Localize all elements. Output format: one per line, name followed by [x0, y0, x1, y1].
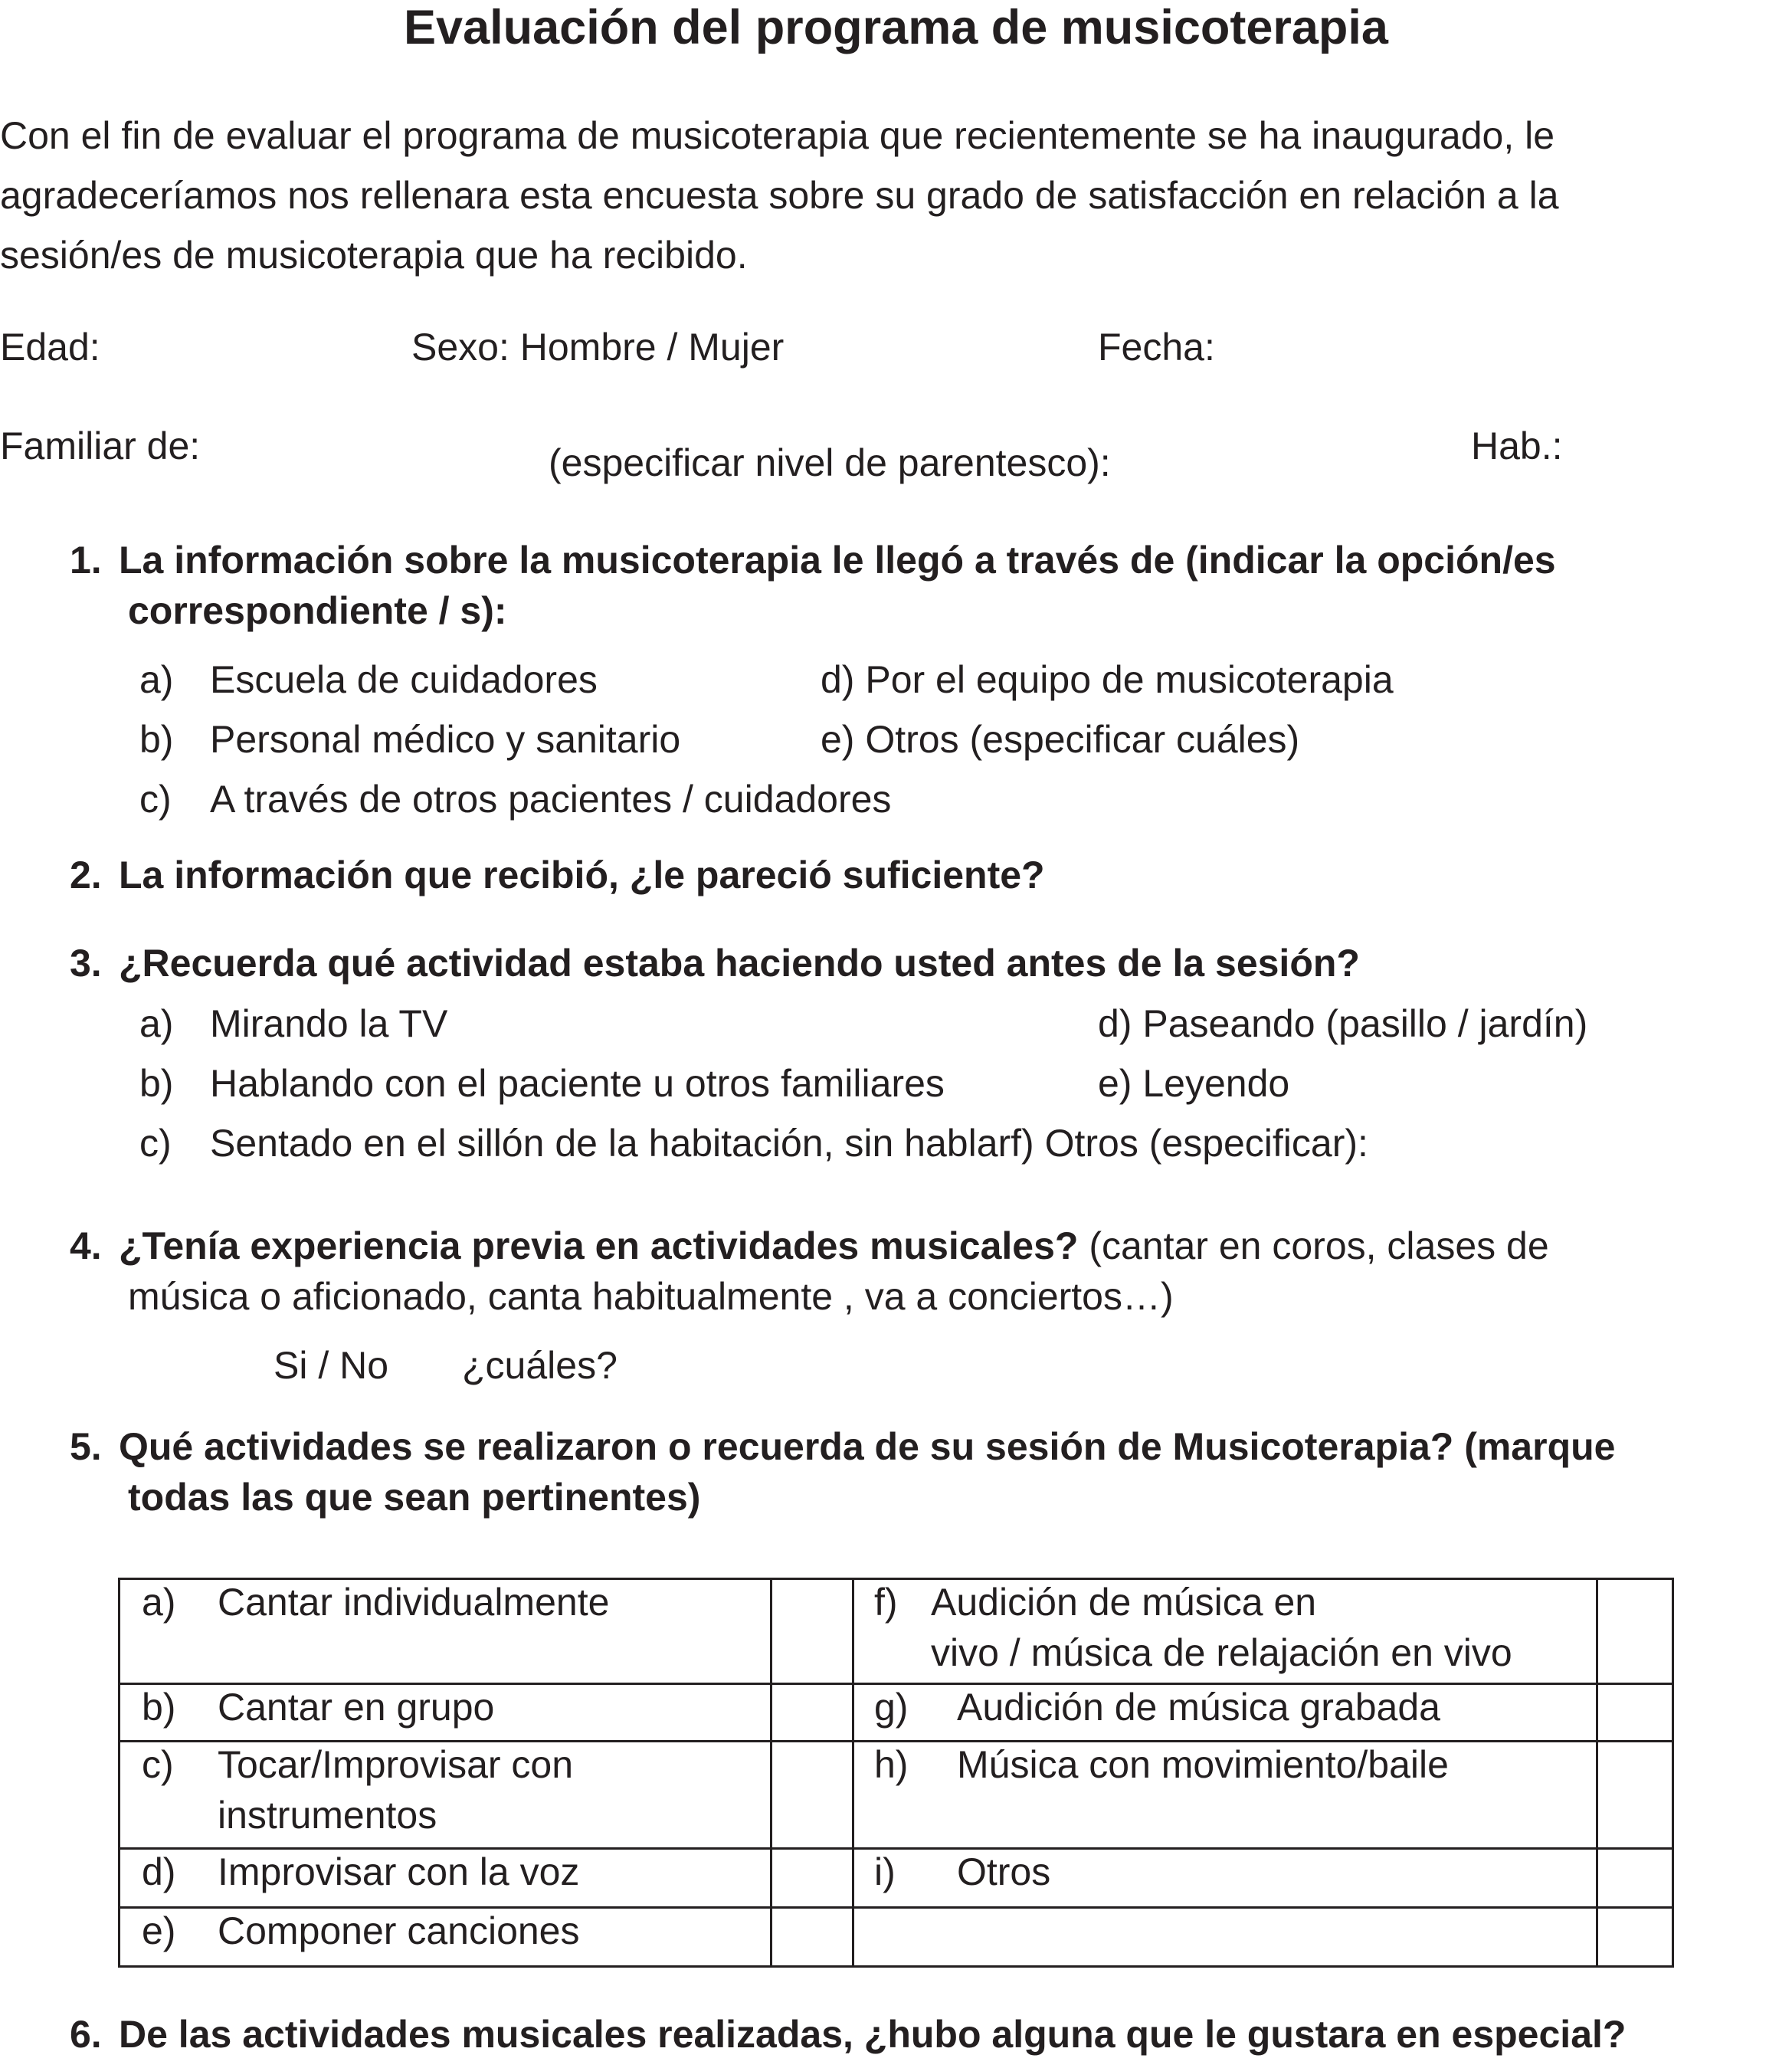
q1-option-b	[139, 717, 681, 762]
option-letter: c)	[139, 778, 172, 821]
activity-text: Otros	[957, 1850, 1051, 1893]
table-row	[120, 1849, 1673, 1908]
checkbox-cell[interactable]	[772, 1849, 853, 1908]
activity-cell	[120, 1908, 772, 1967]
cuales-label: ¿cuáles?	[462, 1344, 618, 1387]
option-text: Personal médico y sanitario	[210, 718, 681, 761]
option-text: Sentado en el sillón de la habitación, sin hablarf) Otros (especificar):	[210, 1122, 1368, 1165]
activity-cell	[120, 1742, 772, 1849]
checkbox-cell[interactable]	[1597, 1849, 1673, 1908]
activity-text: Componer canciones	[218, 1909, 580, 1952]
checkbox-cell[interactable]	[772, 1684, 853, 1742]
question-text: Qué actividades se realizaron o recuerda de su sesión de Musicoterapia? (marque	[119, 1425, 1616, 1468]
checkbox-cell[interactable]	[1597, 1684, 1673, 1742]
checkbox-cell[interactable]	[772, 1579, 853, 1684]
q1-option-a	[139, 657, 598, 702]
activity-letter: i)	[874, 1850, 896, 1893]
question-text: De las actividades musicales realizadas, ¿hubo alguna que le gustara en especial?	[119, 2013, 1627, 2056]
q3-option-d: d) Paseando (pasillo / jardín)	[1098, 1002, 1588, 1045]
question-text: todas las que sean pertinentes)	[128, 1476, 701, 1519]
intro-line: Con el fin de evaluar el programa de musicoterapia que recientemente se ha inaugurado, le	[0, 114, 1555, 157]
activity-cell	[853, 1579, 1597, 1684]
table-row	[120, 1684, 1673, 1742]
activity-cell	[120, 1579, 772, 1684]
activity-text: Audición de música grabada	[957, 1686, 1440, 1729]
activity-letter: b)	[142, 1686, 176, 1729]
q3-option-a	[139, 1001, 448, 1046]
option-letter: b)	[139, 718, 174, 761]
edad-label: Edad:	[0, 326, 100, 369]
activity-cell	[120, 1684, 772, 1742]
si-no-label: Si / No	[274, 1344, 389, 1387]
option-text: A través de otros pacientes / cuidadores	[210, 778, 892, 821]
question-number: 2.	[70, 854, 102, 896]
question-text: La información que recibió, ¿le pareció suficiente?	[119, 854, 1045, 896]
question-number: 6.	[70, 2013, 102, 2056]
intro-line: agradeceríamos nos rellenara esta encuesta sobre su grado de satisfacción en relación a la	[0, 174, 1559, 217]
q3-option-c	[139, 1121, 1368, 1165]
activity-text: instrumentos	[218, 1794, 437, 1837]
question-text-continued: música o aficionado, canta habitualmente , va a conciertos…)	[128, 1275, 1174, 1318]
activity-text: Tocar/Improvisar con	[218, 1743, 574, 1786]
activity-text: Cantar individualmente	[218, 1581, 610, 1624]
q3-option-b	[139, 1061, 945, 1106]
activity-letter: d)	[142, 1850, 176, 1893]
activity-text: Audición de música en	[931, 1581, 1317, 1624]
activity-cell	[120, 1849, 772, 1908]
checkbox-cell[interactable]	[772, 1742, 853, 1849]
checkbox-cell[interactable]	[1597, 1908, 1673, 1967]
fecha-label: Fecha:	[1098, 326, 1215, 369]
option-letter: a)	[139, 658, 174, 701]
question-text: ¿Recuerda qué actividad estaba haciendo usted antes de la sesión?	[119, 942, 1360, 985]
activity-letter: h)	[874, 1743, 909, 1786]
parentesco-label: (especificar nivel de parentesco):	[549, 441, 1111, 484]
activity-letter: e)	[142, 1909, 176, 1952]
option-letter: a)	[139, 1002, 174, 1045]
checkbox-cell[interactable]	[1597, 1742, 1673, 1849]
option-letter: c)	[139, 1122, 172, 1165]
intro-line: sesión/es de musicoterapia que ha recibido.	[0, 234, 748, 277]
form-title: Evaluación del programa de musicoterapia	[404, 1, 1388, 54]
question-number: 3.	[70, 942, 102, 985]
q1-option-c	[139, 777, 892, 821]
q1-option-e: e) Otros (especificar cuáles)	[821, 718, 1300, 761]
question-number: 1.	[70, 539, 102, 582]
activity-cell	[853, 1742, 1597, 1849]
activity-cell	[853, 1684, 1597, 1742]
q3-option-e: e) Leyendo	[1098, 1062, 1290, 1105]
activities-table	[118, 1578, 1674, 1968]
sexo-label: Sexo: Hombre / Mujer	[411, 326, 785, 369]
activity-text: Cantar en grupo	[218, 1686, 495, 1729]
option-text: Mirando la TV	[210, 1002, 448, 1045]
activity-letter: f)	[874, 1581, 898, 1624]
question-text: correspondiente / s):	[128, 589, 507, 632]
hab-label: Hab.:	[1471, 424, 1563, 467]
option-text: Escuela de cuidadores	[210, 658, 598, 701]
activity-letter: a)	[142, 1581, 176, 1624]
activity-text: Música con movimiento/baile	[957, 1743, 1449, 1786]
activity-text: vivo / música de relajación en vivo	[931, 1631, 1512, 1674]
table-row	[120, 1579, 1673, 1684]
table-row	[120, 1908, 1673, 1967]
checkbox-cell[interactable]	[1597, 1579, 1673, 1684]
table-row	[120, 1742, 1673, 1849]
activity-letter: c)	[142, 1743, 174, 1786]
question-number: 5.	[70, 1425, 102, 1468]
question-note: (cantar en coros, clases de	[1078, 1224, 1549, 1267]
activity-cell	[853, 1849, 1597, 1908]
question-bold-text: ¿Tenía experiencia previa en actividades musicales?	[119, 1224, 1079, 1267]
checkbox-cell[interactable]	[772, 1908, 853, 1967]
activity-text: Improvisar con la voz	[218, 1850, 580, 1893]
option-letter: b)	[139, 1062, 174, 1105]
option-text: Hablando con el paciente u otros familiares	[210, 1062, 945, 1105]
intro-paragraph	[0, 106, 1559, 285]
q1-option-d: d) Por el equipo de musicoterapia	[821, 658, 1394, 701]
otros-specify-cell[interactable]	[853, 1908, 1597, 1967]
question-text: La información sobre la musicoterapia le llegó a través de (indicar la opción/es	[119, 539, 1556, 582]
question-number: 4.	[70, 1224, 102, 1267]
familiar-label: Familiar de:	[0, 424, 201, 467]
activity-letter: g)	[874, 1686, 909, 1729]
question-text	[119, 1224, 1549, 1268]
